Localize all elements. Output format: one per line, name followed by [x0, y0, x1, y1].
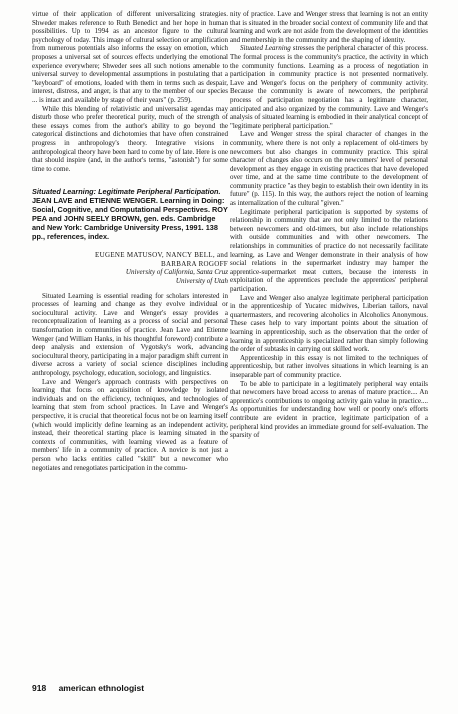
- book-title: Situated Learning: Legitimate Peripheral Participation.: [32, 187, 221, 197]
- page-number: 918: [32, 683, 47, 693]
- paragraph: While this blending of relativistic and universalist agendas may disturb those who prefer theoretical purity, much of the strength of these essays comes from the author's ability to go beyond the categorical distinctions and dichotomies that have often constrained progress in anthropology's theory. Integrative visions in anthropological theory have been hard to come by of late. Here is one that should inspire (and, in the author's terms, "astonish") for some time to come.: [32, 104, 228, 173]
- page-footer: [32, 683, 144, 693]
- reviewer-byline: [32, 251, 228, 285]
- left-column: [32, 10, 228, 670]
- paragraph: Legitimate peripheral participation is supported by systems of relationship in community that are not only limited to the relations between newcomers and old-timers, but also include relationships with outside communities and with other newcomers. The relationships in communities of practice do not necessarily facilitate learning, as Lave and Wenger demonstrate in their analysis of how social relations in the supermarket industry may hamper the apprentice-supermarket meat cutters, because the interests in exploitation of the apprentices preclude the apprentices' peripheral participation.: [230, 207, 428, 293]
- paragraph: To be able to participate in a legitimately peripheral way entails that newcomers have broad access to arenas of mature practice.... An apprentice's contributions to ongoing activity gain value in practice.... As opportunities for understanding how well or poorly one's efforts contribute are evident in practice, legitimate participation of a peripheral kind provides an immediate ground for self-evaluation. The sparsity of: [230, 379, 428, 440]
- paragraph-text: stresses the peripheral character of this process. The formal process is the community's practice, the activity in which the community functions. Learning as a process of negotiation in participation in community practice is not presented normatively. Lave and Wenger's focus on the periphery of community activity. Because the community is aware of newcomers, the peripheral process of participation negotiation has a legitimate character, anticipated and also organized by the community. Lave and Wenger's analysis of situated learning is embodied in their analytical concept of "legitimate peripheral participation.": [230, 44, 428, 130]
- book-authors: JEAN LAVE and ETIENNE WENGER.: [32, 196, 158, 206]
- journal-name: american ethnologist: [58, 683, 145, 693]
- paragraph: nity of practice. Lave and Wenger stress that learning is not an entity that is situated in the broader social context of community life and that learning and work are not aside from the development of the identities and membership in the community and the shaping of identity.: [230, 10, 428, 44]
- paragraph: virtue of their application of different universalizing strategies. Shweder makes reference to Ruth Benedict and her hope in human possibilities. Up to 1994 as an ancestor figure to the cultural psychology of today. This image of cultural selection or amplification from numerous potentials also informs the essay on emotion, which proposes a universal set of sources effects underlying the emotional experience everywhere; Shweder sees all such notions amenable to universal survey to developmental assumptions in postulating that a "keyboard" of emotions, loaded with them in terms such as despair, interest, distress, and anger, is that any to the member of our species ... is intact and available by stage of their years" (p. 259).: [32, 10, 228, 104]
- book-title-inline: Situated Learning: [240, 44, 291, 53]
- book-publication-info: Learning in Doing: Social, Cognitive, and Computational Perspectives. ROY PEA and JOHN SEELY BROWN, gen. eds. Cambridge and New York: Cambridge University Press, 1991. 138 pp., references, index.: [32, 196, 228, 242]
- right-column: [230, 10, 428, 670]
- paragraph: [230, 44, 428, 130]
- reviewer-affiliation: University of California, Santa Cruz: [125, 268, 228, 277]
- paragraph: Lave and Wenger also analyze legitimate peripheral participation in the apprenticeship of Yucatec midwives, Liberian tailors, naval quartermasters, and recovering alcoholics in Alcoholics Anonymous. These cases help to vary important points about the situation of learning in apprenticeship, such as the observation that the order of learning in apprenticeship is specialized rather than simply following the order of subtasks in carrying out skilled work.: [230, 293, 428, 354]
- paragraph: Lave and Wenger stress the spiral character of changes in the community, where there is not only a replacement of old-timers by newcomers but also changes in community practice. This spiral character of changes also occurs on the newcomers' level of personal development as they engage in existing practices that have developed over time, and at the same time contribute to the development of community practice "as they begin to establish their own identity in its future" (p. 115). In this way, the authors reject the notion of learning as internalization of the cultural "given.": [230, 130, 428, 208]
- book-review-heading: [32, 187, 228, 241]
- paragraph: Apprenticeship in this essay is not limited to the techniques of apprenticeship, but rather involves situations in which learning is an inseparable part of community practice.: [230, 353, 428, 379]
- paragraph: Situated Learning is essential reading for scholars interested in processes of learning and change as they evolve individual or sociocultural activity. Lave and Wenger's essay provides a reconceptualization of learning as a process of social and personal transformation in communities of practice. Jean Lave and Etienne Wenger (and William Hanks, in his thoughtful foreword) contribute a deep analysis and extension of Vygotsky's work, advancing sociocultural theory, participating in a major paradigm shift current in diverse across a variety of social science disciplines including anthropology, psychology, education, sociology, and linguistics.: [32, 291, 228, 377]
- paragraph: Lave and Wenger's approach contrasts with perspectives on learning that focus on acquisition of knowledge by isolated individuals and on the efficiency, techniques, and technologies of learning that stem from school practices. In Lave and Wenger's perspective, it is crucial that theoretical focus not be on learning itself (which would implicitly define learning as an independent activity, instead, their theoretical starting place is learning situated in the contexts of communities, with learning viewed as a feature of members' life in a community of practice. A novice is not just a person who lacks entities called "skill" but a newcomer who negotiates and renegotiates participation in the commu-: [32, 377, 228, 472]
- reviewer-affiliation: University of Utah: [175, 277, 228, 286]
- reviewer-names-cont: BARBARA ROGOFF: [160, 259, 228, 268]
- reviewer-names: EUGENE MATUSOV, NANCY BELL, and: [95, 251, 228, 260]
